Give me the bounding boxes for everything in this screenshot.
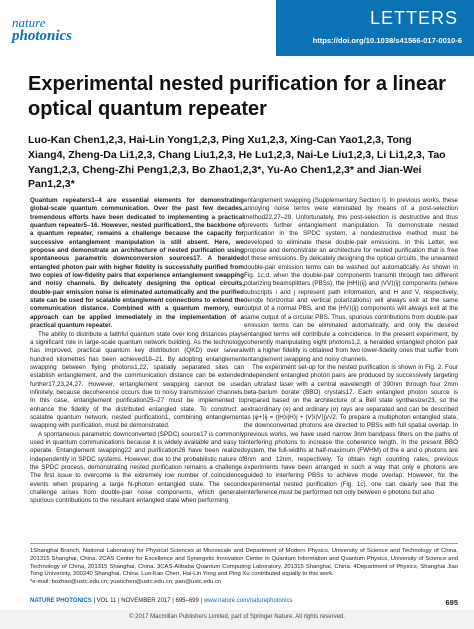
contact-emails[interactable]: *e-mail: bozhao@ustc.edu.cn; yuaochen@ustc.edu.cn; pan@ustc.edu.cn — [30, 579, 222, 586]
body-paragraph: A spontaneous parametric downconverted (SPDC) source17 is commonly used in quantum communications because it is widely available and easy to operate. Entanglement swapping22 and purification26 have been realized independently in SPDC systems. However, due to the probabilistic nature of the SPDC process, demonstrating nested purification remains a challenge. The first issue to overcome is the extremely low number of coincidence events when preparing a large N-photon entangled state. The second challenge arises from double-pair noise components, which generate spurious contributions to the resultant entangled state when performing — [30, 430, 244, 505]
copyright-notice: © 2017 Macmillan Publishers Limited, part of Springer Nature. All rights reserved. — [129, 614, 345, 620]
journal-logo[interactable] — [12, 16, 104, 46]
masthead — [0, 0, 474, 56]
section-label: LETTERS — [369, 8, 458, 28]
logo-line2: photonics — [12, 28, 73, 44]
article-title: Experimental nested purification for a linear optical quantum repeater — [28, 73, 446, 120]
footer-journal: NATURE PHOTONICS — [30, 598, 92, 604]
body-paragraph: The ability to distribute a faithful quantum state over long distances plays a significant role in large-scale quantum network building. As the technology has improved, practical quantum key distribution (QKD) over several hundred kilometres has been achieved18–21. By adopting entanglement swapping between flying photons1,22, spatially separated sites can establish entanglement, and the communication distance can be extended further17,23,24,27. However, entanglement swapping cannot be used infinitely, because decoherence occurs due to noisy transmission channels. In this case, entanglement purification25–27 must be implemented to enhance the fidelity of the distributed entangled state. To construct a scalable quantum network, nested purification1, combining entanglement swapping with purification, must be demonstrated. — [30, 330, 244, 430]
left-column — [30, 197, 244, 506]
footer-volume: | VOL 11 | NOVEMBER 2017 | 695–699 | — [93, 598, 203, 604]
affiliations — [30, 548, 458, 587]
page-number: 695 — [445, 598, 458, 607]
doi-link[interactable]: https://doi.org/10.1038/s41566-017-0010-6 — [312, 36, 462, 45]
footer-url[interactable]: www.nature.com/naturephotonics — [203, 598, 293, 604]
logo-line1: nature — [12, 15, 46, 30]
abstract: Quantum repeaters1–4 are essential elements for demonstrating global-scale quantum communication. Over the past few decades, tremendous efforts have been dedicated to implementing a practical quantum repeater5–16. However, nested purification1, the backbone of a quantum repeater, remains a challenge because the capacity for successive entanglement manipulation is still absent. Here, we propose and demonstrate an architecture of nested purification using spontaneous parametric downconversion sources17. A heralded entangled photon pair with higher fidelity is successfully purified from two copies of low-fidelity pairs that experience entanglement swapping and noisy channels. By delicately designing the optical circuits, double-pair emission noise is eliminated automatically and the purified state can be used for scalable entanglement connections to extend the communication distance. Combined with a quantum memory, our approach can be applied immediately in the implementation of a practical quantum repeater. — [30, 197, 244, 330]
footnote-divider — [30, 543, 458, 544]
affiliation-text: 1Shanghai Branch, National Laboratory for Physical Sciences at Microscale and Department of Modern Physics, University of Science and Technology of China, 201315 Shanghai, China. 2CAS Center for Excellence and Synergetic Innovation Center in Quantum Information and Quantum Physics, University of Science and Technology of China, 201315 Shanghai, China. 3CAS-Alibaba Quantum Computing Laboratory, 201315 Shanghai, China. 4Department of Physics, Shanghai Jiao Tong University, 200240 Shanghai, China. Luo-Kan Chen, Hai-Lin Yong and Ping Xu contributed equally to this work. — [30, 548, 458, 578]
author-list: Luo-Kan Chen1,2,3, Hai-Lin Yong1,2,3, Ping Xu1,2,3, Xing-Can Yao1,2,3, Tong Xiang4, Zheng-Da Li1,2,3, Chang Liu1,2,3, He Lu1,2,3, Nai-Le Liu1,2,3, Li Li1,2,3, Tao Yang1,2,3, Cheng-Zhi Peng1,2,3, Bo Zhao1,2,3*, Yu-Ao Chen1,2,3* and Jian-Wei Pan1,2,3* — [28, 134, 446, 191]
body-paragraph: entanglement swapping (Supplementary Section I). In previous works, these annoying noise terms were eliminated by means of a post-selection method22,27–29. Unfortunately, this post-selection is destructive and thus prevents further entanglement manipulation. To demonstrate nested purification in the SPDC system, a nondestructive method must be developed to eliminate these double-pair emissions. In this Letter, we propose and demonstrate an architecture for nested purification that is free of these emissions. By delicately designing the optical circuits, the unwanted double-pair emission terms can be washed out automatically. As shown in Fig. 1c,d, when the double-pair components transmit through two different polarizing beamsplitters (PBSs), the |HH⟩(ij) and |VV⟩(ij) components (where subscripts i and j represent path information, and H and V, respectively, denote horizontal and vertical polarizations) will always exit at the same output of a normal PBS, and the |HV⟩(ij) components will always exit at the same output of a circular PBS. Thus, spurious contributions from double-pair emission terms can be eliminated automatically, and only the desired entangled terms will contribute a coincidence. In the present experiment, by coherently manipulating eight photons1,2, a heralded entangled photon pair with a higher fidelity is obtained from two lower-fidelity ones that suffer from entanglement swapping and noisy channels. — [244, 197, 458, 363]
right-column — [244, 197, 458, 497]
body-paragraph: The experiment set-up for the nested purification is shown in Fig. 2. Four independent entangled photon pairs are produced by successively targeting an ultrafast laser with a central wavelength of 390nm through four 2mm beta-barium borate (BBO) crystals17. Each entangled photon source is prepared based on the architecture of a Bell state synthesizer23, so the extraordinary (e) and ordinary (o) rays are separated and can be described as |φ+⟩ij = (|H⟩i|H⟩j + |V⟩i|V⟩j)/√2. To prepare a multiphoton entangled state, the downconverted photons are directed to PBSs with full spatial overlap. In previous works, we have used narrow 3nm bandpass filters on the paths of interfering photons to increase the coherence length. In the present BBO system, the full-widths at half-maximum (FWHM) of the e and o photons are 6nm and 12nm, respectively. To obtain high counting rates, previous experiments have been arranged in such a way that only e photons are guided to interfering PBSs to achieve mode overlap. However, for the experimental nested purification (Fig. 1c), one can clearly see that the interference must be performed not only between e photons but also — [244, 363, 458, 497]
journal-footer — [30, 598, 292, 604]
section-banner — [276, 0, 474, 56]
